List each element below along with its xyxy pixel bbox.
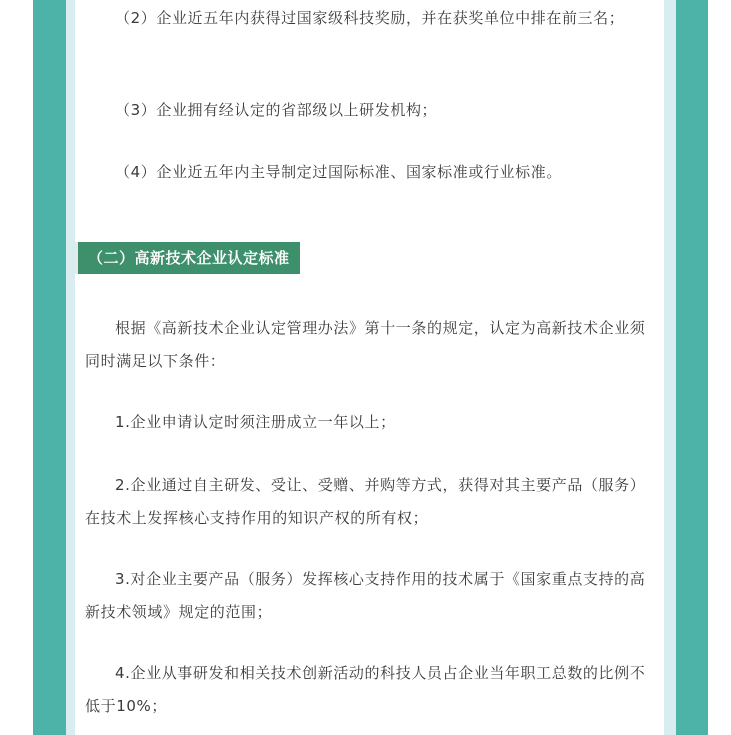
list-item-3: （3）企业拥有经认定的省部级以上研发机构； (115, 101, 438, 119)
condition-2: 2.企业通过自主研发、受让、受赠、并购等方式，获得对其主要产品（服务）在技术上发挥核心支持作用的知识产权的所有权； (85, 476, 646, 527)
list-item-4: （4）企业近五年内主导制定过国际标准、国家标准或行业标准。 (115, 163, 562, 181)
condition-1: 1.企业申请认定时须注册成立一年以上； (115, 413, 396, 431)
article-content (75, 0, 664, 735)
section-heading: （二）高新技术企业认定标准 (75, 242, 300, 274)
list-item-2: （2）企业近五年内获得过国家级科技奖励，并在获奖单位中排在前三名； (115, 9, 625, 27)
intro-paragraph: 根据《高新技术企业认定管理办法》第十一条的规定，认定为高新技术企业须同时满足以下条件： (85, 319, 646, 370)
condition-3: 3.对企业主要产品（服务）发挥核心支持作用的技术属于《国家重点支持的高新技术领域》规定的范围； (85, 570, 646, 621)
condition-4: 4.企业从事研发和相关技术创新活动的科技人员占企业当年职工总数的比例不低于10%； (85, 664, 646, 715)
